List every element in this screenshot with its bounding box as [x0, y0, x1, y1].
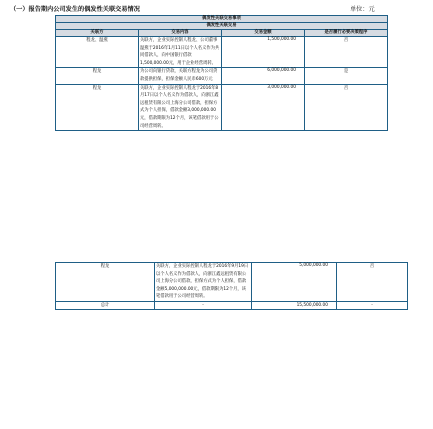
- related-party-transactions-table-continued: [55, 262, 408, 310]
- row-party: 程龙: [56, 68, 139, 84]
- row-content: 为公司向银行贷款，关联方程龙为公司贷款提供担保，担保金额人民币600万元: [139, 68, 222, 84]
- row-content: 关联方，企业实际控制人程龙、公司董事温燕于2016年1月11日以个人名义作为共同借款人，向中国银行借款1,500,000.00元，用于企业经营周转。: [139, 37, 222, 68]
- total-content: -: [155, 301, 252, 309]
- table-band-subtitle: 偶发性关联交易: [56, 23, 388, 30]
- table-row: [56, 84, 388, 131]
- header-transaction-amount: 交易金额: [222, 30, 305, 37]
- row-party: 程龙: [56, 263, 155, 302]
- header-related-party: 关联方: [56, 30, 139, 37]
- row-amount: 6,000,000.00: [222, 68, 305, 84]
- row-amount: 3,000,000.00: [222, 84, 305, 131]
- related-party-transactions-table: [55, 15, 388, 131]
- total-amount: 15,500,000.00: [252, 301, 337, 309]
- table-header-row: [56, 30, 388, 37]
- row-party: 程龙: [56, 84, 139, 131]
- row-approved: 是: [305, 68, 388, 84]
- row-party: 程龙、温燕: [56, 37, 139, 68]
- currency-unit-label: 单位：元: [350, 6, 375, 13]
- total-row: [56, 301, 408, 309]
- header-decision-procedure: 是否履行必要决策程序: [305, 30, 388, 37]
- table-band-title: 偶发性关联交易事项: [56, 16, 388, 23]
- table-row: [56, 263, 408, 302]
- row-amount: 1,500,000.00: [222, 37, 305, 68]
- table-row: [56, 68, 388, 84]
- row-approved: 否: [305, 84, 388, 131]
- row-approved: 否: [305, 37, 388, 68]
- total-approved: -: [337, 301, 408, 309]
- total-label: 总计: [56, 301, 155, 309]
- table-row: [56, 37, 388, 68]
- row-content: 关联方，企业实际控制人程龙于2016年8月17日以个人名义作为借款人，向浙江鑫远租赁有限公司上海分公司借款，担保方式为个人担保，借款金额3,000,000.00元，借款期限为12个月，该笔借款用于公司经营周转。: [139, 84, 222, 131]
- report-section-title: （一）报告期内公司发生的偶发性关联交易情况: [10, 6, 140, 13]
- row-content: 关联方，企业实际控制人程龙于2016年9月19日以个人名义作为借款人，向浙江鑫远租赁有限公司上海分公司借款，担保方式为个人担保，借款金额5,000,000.00元，借款期限为12个月，该笔借款用于公司经营周转。: [155, 263, 252, 302]
- row-approved: 否: [337, 263, 408, 302]
- row-amount: 5,000,000.00: [252, 263, 337, 302]
- header-transaction-content: 交易内容: [139, 30, 222, 37]
